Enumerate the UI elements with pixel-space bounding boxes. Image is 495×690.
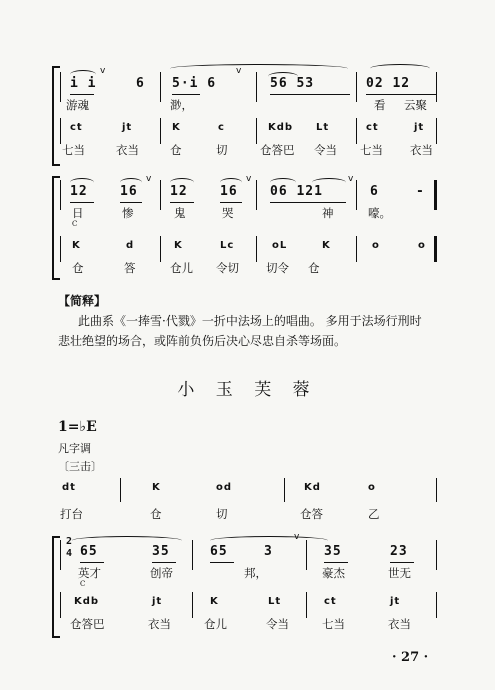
underline bbox=[220, 202, 242, 203]
perc-symbol: Kd bbox=[304, 482, 321, 493]
note-group: 02 12 bbox=[366, 76, 411, 91]
perc-lyric: 令当 bbox=[314, 143, 337, 157]
note-group: 56 53 bbox=[270, 76, 315, 91]
perc-symbol: ct bbox=[366, 122, 379, 133]
lyrics-row bbox=[60, 565, 438, 585]
melody-row bbox=[60, 544, 438, 564]
note-group: 23 bbox=[390, 544, 408, 559]
underline bbox=[270, 202, 346, 203]
note-group: 6 bbox=[370, 184, 379, 199]
lyric: 英才 bbox=[78, 566, 101, 580]
barline bbox=[436, 72, 437, 102]
barline bbox=[436, 540, 437, 570]
barline bbox=[436, 592, 437, 618]
perc-symbol: Lt bbox=[268, 596, 282, 607]
perc-lyric: 七当 bbox=[360, 143, 383, 157]
perc-lyric: 切令 bbox=[266, 261, 289, 275]
perc-symbol: jt bbox=[414, 122, 425, 133]
barline bbox=[160, 72, 161, 102]
perc-symbol: K bbox=[210, 596, 219, 607]
lyric: 惨 bbox=[122, 206, 134, 220]
lyric-subscript: C bbox=[72, 220, 78, 228]
final-barline bbox=[434, 236, 437, 262]
system-2 bbox=[60, 176, 438, 276]
underline bbox=[70, 202, 94, 203]
time-signature-bottom: 4 bbox=[66, 548, 74, 559]
note-group: 65 bbox=[210, 544, 228, 559]
song-title: 小 玉 芙 蓉 bbox=[177, 380, 318, 400]
key-signature: 1=♭E bbox=[58, 419, 97, 435]
perc-symbol: Kdb bbox=[268, 122, 294, 133]
percussion-lyrics-row bbox=[60, 506, 438, 526]
perc-lyric: 令切 bbox=[216, 261, 239, 275]
perc-symbol: jt bbox=[390, 596, 401, 607]
perc-lyric: 答 bbox=[124, 261, 136, 275]
barline bbox=[160, 180, 161, 210]
barline bbox=[256, 180, 257, 210]
underline bbox=[80, 562, 104, 563]
underline bbox=[324, 562, 348, 563]
perc-lyric: 仓 bbox=[308, 261, 320, 275]
perc-symbol: K bbox=[322, 240, 331, 251]
percussion-row bbox=[60, 596, 438, 616]
page-number: · 27 · bbox=[392, 650, 429, 665]
perc-lyric: 仓儿 bbox=[204, 617, 227, 631]
note-group: 3 bbox=[264, 544, 273, 559]
lyric: 看 bbox=[374, 98, 386, 112]
barline bbox=[436, 118, 437, 144]
perc-lyric: 切 bbox=[216, 507, 228, 521]
perc-symbol: d bbox=[126, 240, 135, 251]
system-3 bbox=[60, 532, 438, 634]
note-group: 35 bbox=[324, 544, 342, 559]
barline bbox=[306, 540, 307, 570]
underline bbox=[390, 562, 414, 563]
note-group: 6 bbox=[136, 76, 145, 91]
perc-symbol: o bbox=[372, 240, 380, 251]
barline bbox=[356, 72, 357, 102]
perc-lyric: 仓儿 bbox=[170, 261, 193, 275]
perc-symbol: K bbox=[72, 240, 81, 251]
note-group: 12 bbox=[170, 184, 188, 199]
barline bbox=[256, 72, 257, 102]
note-group: i i bbox=[70, 76, 97, 91]
perc-symbol: jt bbox=[152, 596, 163, 607]
barline bbox=[120, 478, 121, 502]
tie bbox=[170, 64, 348, 73]
tie bbox=[370, 64, 430, 73]
perc-lyric: 仓答巴 bbox=[260, 143, 295, 157]
perc-symbol: jt bbox=[122, 122, 133, 133]
underline bbox=[366, 94, 436, 95]
melody-row bbox=[60, 184, 438, 204]
underline bbox=[120, 202, 142, 203]
lyric-subscript: C bbox=[80, 580, 86, 588]
perc-lyric: 仓答 bbox=[300, 507, 323, 521]
note-heading: 【简释】 bbox=[58, 294, 107, 308]
mode-label: 凡字调 bbox=[58, 442, 91, 455]
perc-symbol: Lc bbox=[220, 240, 235, 251]
perc-symbol: c bbox=[218, 122, 225, 133]
breath-mark: v bbox=[100, 66, 106, 76]
lyrics-row bbox=[60, 97, 438, 117]
time-signature-top: 2 bbox=[66, 536, 74, 547]
barline bbox=[192, 592, 193, 618]
barline bbox=[60, 540, 61, 570]
lyric: 嚎。 bbox=[368, 206, 391, 220]
lyric: 创帝 bbox=[150, 566, 173, 580]
underline bbox=[152, 562, 176, 563]
perc-lyric: 衣当 bbox=[388, 617, 411, 631]
perc-lyric: 衣当 bbox=[148, 617, 171, 631]
lyric: 邦， bbox=[244, 566, 267, 580]
system-bracket bbox=[52, 66, 60, 166]
note-group: 5·i 6 bbox=[172, 76, 217, 91]
perc-symbol: o bbox=[418, 240, 426, 251]
perc-lyric: 衣当 bbox=[116, 143, 139, 157]
system-bracket bbox=[52, 536, 60, 638]
barline bbox=[60, 180, 61, 210]
barline bbox=[160, 118, 161, 144]
perc-lyric: 仓 bbox=[170, 143, 182, 157]
lyric: 游魂 bbox=[66, 98, 89, 112]
perc-lyric: 仓答巴 bbox=[70, 617, 105, 631]
lyric: 世无 bbox=[388, 566, 411, 580]
lyric: 日 bbox=[72, 206, 84, 220]
intro-percussion bbox=[60, 478, 438, 528]
perc-lyric: 打台 bbox=[60, 507, 83, 521]
note-group: 16 bbox=[120, 184, 138, 199]
perc-symbol: dt bbox=[62, 482, 76, 493]
percussion-lyrics-row bbox=[60, 142, 438, 162]
breath-mark: v bbox=[246, 174, 252, 184]
barline bbox=[160, 236, 161, 262]
perc-symbol: Kdb bbox=[74, 596, 100, 607]
note-group: 12 bbox=[70, 184, 88, 199]
barline bbox=[60, 592, 61, 618]
perc-symbol: od bbox=[216, 482, 233, 493]
breath-mark: v bbox=[146, 174, 152, 184]
perc-lyric: 切 bbox=[216, 143, 228, 157]
perc-symbol: K bbox=[172, 122, 181, 133]
barline bbox=[60, 236, 61, 262]
note-line: 此曲系《一捧雪·代戮》一折中法场上的唱曲。 多用于法场行刑时 bbox=[78, 314, 422, 328]
percussion-lyrics-row bbox=[60, 616, 438, 636]
lyric: 渺， bbox=[170, 98, 193, 112]
barline bbox=[60, 72, 61, 102]
melody-row bbox=[60, 76, 438, 96]
underline bbox=[270, 94, 350, 95]
barline bbox=[256, 236, 257, 262]
underline bbox=[170, 202, 194, 203]
system-1 bbox=[60, 66, 438, 162]
final-barline bbox=[434, 180, 437, 210]
barline bbox=[356, 236, 357, 262]
note-group: 06 121 bbox=[270, 184, 323, 199]
barline bbox=[256, 118, 257, 144]
breath-mark: v bbox=[294, 532, 300, 542]
perc-lyric: 仓 bbox=[72, 261, 84, 275]
lyric: 豪杰 bbox=[322, 566, 345, 580]
perc-symbol: ct bbox=[324, 596, 337, 607]
percussion-row bbox=[60, 240, 438, 260]
barline bbox=[306, 592, 307, 618]
breath-mark: v bbox=[236, 66, 242, 76]
lyric: 云聚 bbox=[404, 98, 427, 112]
note-group: 35 bbox=[152, 544, 170, 559]
perc-symbol: Lt bbox=[316, 122, 330, 133]
note-group: - bbox=[416, 184, 425, 199]
note-group: 16 bbox=[220, 184, 238, 199]
barline bbox=[356, 118, 357, 144]
underline bbox=[70, 94, 94, 95]
lyric: 神 bbox=[322, 206, 334, 220]
perc-symbol: ct bbox=[70, 122, 83, 133]
perc-symbol: K bbox=[152, 482, 161, 493]
barline bbox=[356, 180, 357, 210]
percussion-row bbox=[60, 122, 438, 142]
perc-lyric: 衣当 bbox=[410, 143, 433, 157]
note-group: 65 bbox=[80, 544, 98, 559]
lyric: 鬼 bbox=[174, 206, 186, 220]
perc-lyric: 七当 bbox=[62, 143, 85, 157]
system-bracket bbox=[52, 176, 60, 280]
underline bbox=[210, 562, 234, 563]
underline bbox=[172, 94, 200, 95]
barline bbox=[60, 118, 61, 144]
perc-lyric: 仓 bbox=[150, 507, 162, 521]
lyrics-row bbox=[60, 205, 438, 225]
perc-symbol: o bbox=[368, 482, 376, 493]
note-line: 悲壮绝望的场合，或阵前负伤后决心尽忠自杀等场面。 bbox=[58, 334, 347, 348]
perc-lyric: 令当 bbox=[266, 617, 289, 631]
perc-symbol: oL bbox=[272, 240, 288, 251]
breath-mark: v bbox=[348, 174, 354, 184]
barline bbox=[192, 540, 193, 570]
perc-lyric: 乙 bbox=[368, 507, 380, 521]
barline bbox=[436, 478, 437, 502]
perc-lyric: 七当 bbox=[322, 617, 345, 631]
percussion-lyrics-row bbox=[60, 260, 438, 280]
lyric: 哭 bbox=[222, 206, 234, 220]
barline bbox=[284, 478, 285, 502]
intro-label: 〔三击〕 bbox=[58, 460, 102, 473]
perc-symbol: K bbox=[174, 240, 183, 251]
percussion-row bbox=[60, 482, 438, 502]
